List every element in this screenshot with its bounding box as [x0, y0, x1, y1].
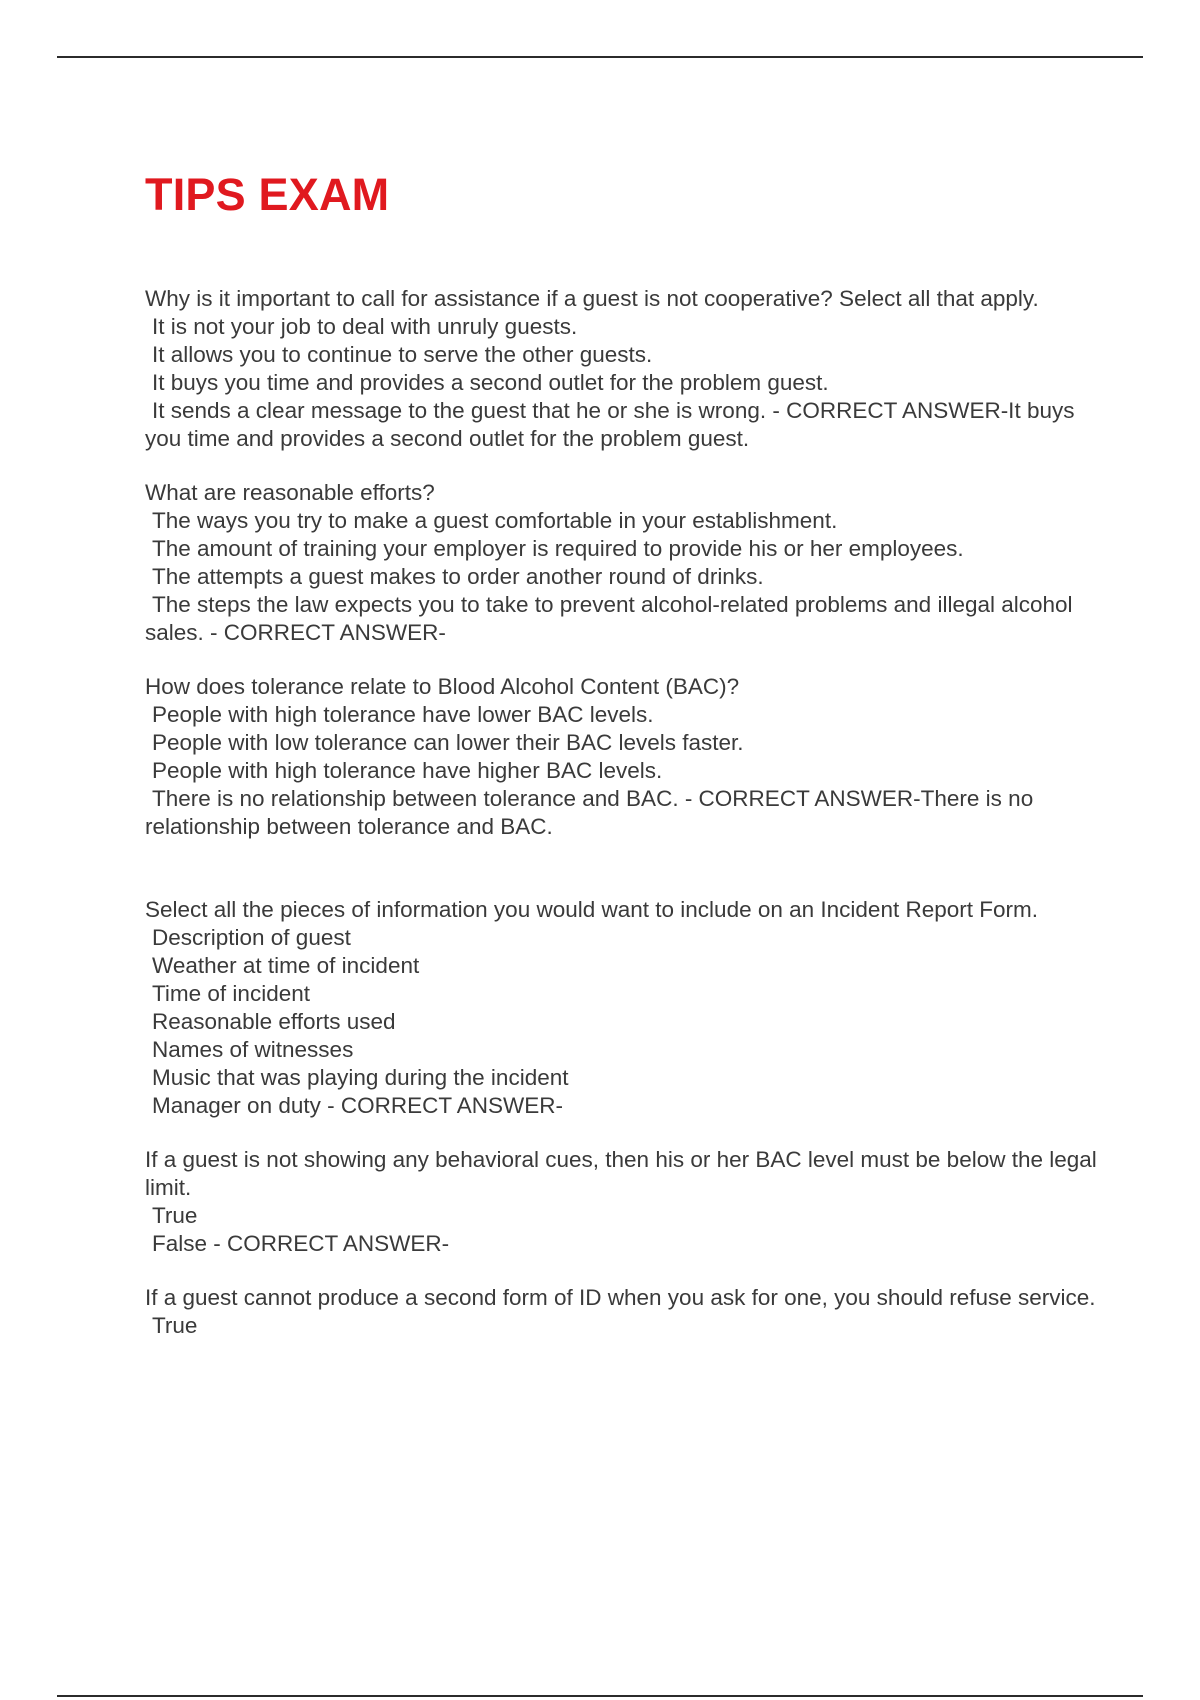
answer-option: Time of incident: [152, 981, 310, 1006]
answer-option: People with high tolerance have higher BAC levels.: [152, 758, 663, 783]
answer-option: There is no relationship between tolerance and BAC. - CORRECT ANSWER-There is no relationship between tolerance and BAC.: [145, 786, 1034, 839]
question-text: If a guest cannot produce a second form of ID when you ask for one, you should refuse service.: [145, 1285, 1096, 1310]
question-text: What are reasonable efforts?: [145, 480, 435, 505]
question-block-3: [145, 673, 1105, 841]
answer-option: People with high tolerance have lower BAC levels.: [152, 702, 654, 727]
answer-option: The attempts a guest makes to order another round of drinks.: [152, 564, 764, 589]
spacer: [145, 1258, 1105, 1284]
answer-option: The amount of training your employer is required to provide his or her employees.: [152, 536, 964, 561]
question-text: If a guest is not showing any behavioral cues, then his or her BAC level must be below the legal limit.: [145, 1147, 1097, 1200]
question-text: Select all the pieces of information you would want to include on an Incident Report Form.: [145, 897, 1038, 922]
answer-option: Reasonable efforts used: [152, 1009, 396, 1034]
document-body: [145, 285, 1105, 1340]
answer-option: True: [152, 1203, 198, 1228]
question-block-1: [145, 285, 1105, 453]
spacer: [145, 453, 1105, 479]
question-block-5: [145, 1146, 1105, 1258]
spacer: [145, 1120, 1105, 1146]
answer-option: It is not your job to deal with unruly guests.: [152, 314, 578, 339]
question-block-6: [145, 1284, 1105, 1340]
top-rule: [57, 56, 1143, 58]
question-block-4: [145, 896, 1105, 1120]
answer-option: Names of witnesses: [152, 1037, 354, 1062]
answer-option: Weather at time of incident: [152, 953, 420, 978]
answer-option: The ways you try to make a guest comfortable in your establishment.: [152, 508, 838, 533]
answer-option: People with low tolerance can lower their BAC levels faster.: [152, 730, 744, 755]
question-block-2: [145, 479, 1105, 647]
answer-option: It buys you time and provides a second outlet for the problem guest.: [152, 370, 829, 395]
answer-option: True: [152, 1313, 198, 1338]
question-text: How does tolerance relate to Blood Alcohol Content (BAC)?: [145, 674, 740, 699]
answer-option: It sends a clear message to the guest that he or she is wrong. - CORRECT ANSWER-It buys you time and provides a second outlet for the problem guest.: [145, 398, 1075, 451]
answer-option: It allows you to continue to serve the other guests.: [152, 342, 653, 367]
spacer: [145, 841, 1105, 896]
answer-option: Manager on duty - CORRECT ANSWER-: [152, 1093, 563, 1118]
answer-option: False - CORRECT ANSWER-: [152, 1231, 450, 1256]
answer-option: The steps the law expects you to take to prevent alcohol-related problems and illegal alcohol sales. - CORRECT ANSWER-: [145, 592, 1073, 645]
document-title: TIPS EXAM: [145, 169, 390, 220]
question-text: Why is it important to call for assistance if a guest is not cooperative? Select all that apply.: [145, 286, 1039, 311]
answer-option: Description of guest: [152, 925, 351, 950]
spacer: [145, 647, 1105, 673]
bottom-rule: [57, 1695, 1143, 1697]
answer-option: Music that was playing during the incident: [152, 1065, 569, 1090]
